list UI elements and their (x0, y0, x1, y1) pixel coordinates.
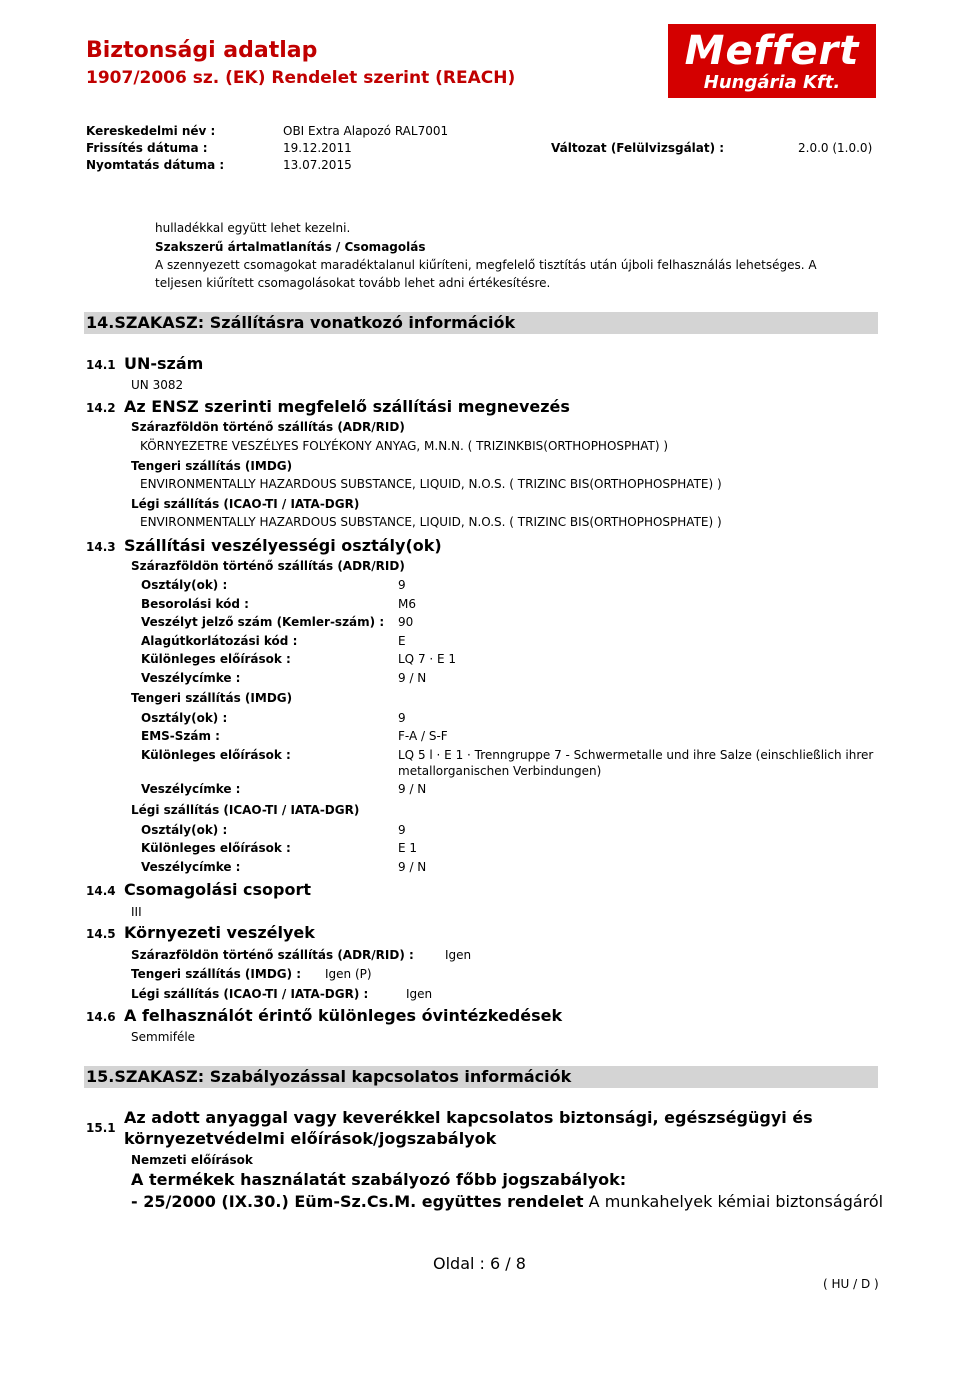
intro-line2: A szennyezett csomagokat maradéktalanul kiűríteni, megfelelő tisztítás után újboli felhasználás lehetséges. A (155, 258, 817, 272)
sub-14-6-title: A felhasználót érintő különleges óvintézkedések (124, 1006, 563, 1025)
sub-15-1-title-line2: környezetvédelmi előírások/jogszabályok (124, 1129, 497, 1148)
adr-label: Szárazföldön történő szállítás (ADR/RID) (131, 420, 405, 434)
row-key: Veszélycímke : (141, 671, 241, 685)
row-value: E (398, 634, 406, 648)
sub-15-1-title-line1: Az adott anyaggal vagy keverékkel kapcsolatos biztonsági, egészségügyi és (124, 1108, 813, 1127)
row-value-cont: metallorganischen Verbindungen) (398, 764, 602, 778)
row-value: 90 (398, 615, 414, 629)
imdg-shipping-name: ENVIRONMENTALLY HAZARDOUS SUBSTANCE, LIQUID, N.O.S. ( TRIZINC BIS(ORTHOPHOSPHATE) ) (140, 477, 722, 491)
sub-14-6-num: 14.6 (86, 1010, 116, 1024)
env-imdg-label: Tengeri szállítás (IMDG) : (131, 967, 302, 981)
revision-date-value: 19.12.2011 (283, 141, 352, 155)
adr-class-label: Szárazföldön történő szállítás (ADR/RID) (131, 559, 405, 573)
sub-14-2-num: 14.2 (86, 401, 116, 415)
version-value: 2.0.0 (1.0.0) (798, 141, 873, 155)
logo-line1: Meffert (684, 28, 860, 74)
sub-14-2-title: Az ENSZ szerinti megfelelő szállítási megnevezés (124, 397, 570, 416)
row-key: Különleges előírások : (141, 652, 291, 666)
row-key: Veszélyt jelző szám (Kemler-szám) : (141, 615, 385, 629)
row-value: LQ 7 · E 1 (398, 652, 457, 666)
sub-14-3-num: 14.3 (86, 540, 116, 554)
env-imdg-value: Igen (P) (325, 967, 372, 981)
un-number: UN 3082 (131, 378, 184, 392)
version-label: Változat (Felülvizsgálat) : (551, 141, 725, 155)
adr-shipping-name: KÖRNYEZETRE VESZÉLYES FOLYÉKONY ANYAG, M.N.N. ( TRIZINKBIS(ORTHOPHOSPHAT) ) (140, 439, 669, 453)
sub-14-3-title: Szállítási veszélyességi osztály(ok) (124, 536, 442, 555)
row-key: Különleges előírások : (141, 841, 291, 855)
disposal-heading: Szakszerű ártalmatlanítás / Csomagolás (155, 240, 426, 254)
icao-class-label: Légi szállítás (ICAO-TI / IATA-DGR) (131, 803, 360, 817)
print-date-label: Nyomtatás dátuma : (86, 158, 225, 172)
sub-14-5-title: Környezeti veszélyek (124, 923, 315, 942)
row-value: 9 / N (398, 671, 427, 685)
document-title: Biztonsági adatlap (86, 38, 318, 63)
intro-line3: teljesen kiűrített csomagolásokat tovább lehet adni értékesítésre. (155, 276, 551, 290)
row-value: M6 (398, 597, 416, 611)
row-key: Alagútkorlátozási kód : (141, 634, 298, 648)
sub-14-4-title: Csomagolási csoport (124, 880, 312, 899)
row-key: Különleges előírások : (141, 748, 291, 762)
row-key: Osztály(ok) : (141, 823, 228, 837)
row-value: 9 (398, 578, 406, 592)
sub-15-1-num: 15.1 (86, 1121, 116, 1135)
language-code: ( HU / D ) (823, 1277, 879, 1291)
company-logo (668, 24, 876, 98)
page-number: Oldal : 6 / 8 (433, 1254, 526, 1273)
row-value: E 1 (398, 841, 418, 855)
imdg-class-label: Tengeri szállítás (IMDG) (131, 691, 293, 705)
env-icao-label: Légi szállítás (ICAO-TI / IATA-DGR) : (131, 987, 369, 1001)
section-14-title: 14.SZAKASZ: Szállításra vonatkozó információk (86, 313, 516, 332)
section-14-header (84, 312, 878, 334)
icao-label: Légi szállítás (ICAO-TI / IATA-DGR) (131, 497, 360, 511)
sub-14-5-num: 14.5 (86, 927, 116, 941)
logo-line2: Hungária Kft. (703, 72, 841, 93)
imdg-label: Tengeri szállítás (IMDG) (131, 459, 293, 473)
revision-date-label: Frissítés dátuma : (86, 141, 208, 155)
section-15-header (84, 1066, 878, 1088)
law-line (131, 1192, 883, 1211)
trade-name-label: Kereskedelmi név : (86, 124, 216, 138)
row-key: Besorolási kód : (141, 597, 249, 611)
row-key: Veszélycímke : (141, 860, 241, 874)
env-icao-value: Igen (406, 987, 433, 1001)
print-date-value: 13.07.2015 (283, 158, 352, 172)
law-reference: - 25/2000 (IX.30.) Eüm-Sz.Cs.M. együttes rendelet (131, 1192, 584, 1211)
row-key: Osztály(ok) : (141, 578, 228, 592)
sub-14-1-num: 14.1 (86, 358, 116, 372)
sub-14-4-num: 14.4 (86, 884, 116, 898)
env-adr-value: Igen (445, 948, 472, 962)
env-adr-label: Szárazföldön történő szállítás (ADR/RID) : (131, 948, 414, 962)
row-key: Osztály(ok) : (141, 711, 228, 725)
icao-shipping-name: ENVIRONMENTALLY HAZARDOUS SUBSTANCE, LIQUID, N.O.S. ( TRIZINC BIS(ORTHOPHOSPHATE) ) (140, 515, 722, 529)
row-key: EMS-Szám : (141, 729, 220, 743)
special-precautions: Semmiféle (131, 1030, 196, 1044)
intro-line1: hulladékkal együtt lehet kezelni. (155, 221, 351, 235)
row-value: 9 / N (398, 782, 427, 796)
row-value: F-A / S-F (398, 729, 448, 743)
row-value: 9 (398, 823, 406, 837)
section-15-title: 15.SZAKASZ: Szabályozással kapcsolatos információk (86, 1067, 572, 1086)
trade-name-value: OBI Extra Alapozó RAL7001 (283, 124, 449, 138)
national-regulations: Nemzeti előírások (131, 1153, 253, 1167)
law-title: A munkahelyek kémiai biztonságáról (583, 1192, 884, 1211)
main-laws-heading: A termékek használatát szabályozó főbb jogszabályok: (131, 1170, 627, 1189)
row-value: 9 (398, 711, 406, 725)
row-value: 9 / N (398, 860, 427, 874)
sub-14-1-title: UN-szám (124, 354, 204, 373)
row-value: LQ 5 l · E 1 · Trenngruppe 7 - Schwermetalle und ihre Salze (einschließlich ihrer (398, 748, 874, 762)
row-key: Veszélycímke : (141, 782, 241, 796)
packing-group: III (131, 905, 142, 919)
document-subtitle: 1907/2006 sz. (EK) Rendelet szerint (REACH) (86, 68, 516, 88)
